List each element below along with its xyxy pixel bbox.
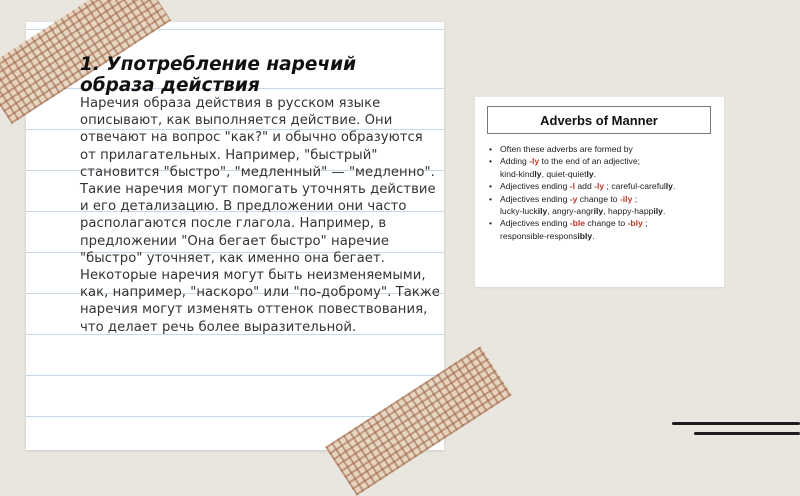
decor-line xyxy=(672,422,800,425)
bullet-icon: • xyxy=(489,218,493,229)
rule-text: change to xyxy=(585,218,628,229)
example-text: lucky-luck xyxy=(500,206,538,217)
adverbs-of-manner-card xyxy=(475,97,724,287)
suffix-highlight: -ble xyxy=(569,218,586,229)
rule-text: Adjectives ending xyxy=(500,218,570,229)
example-suffix: ily xyxy=(653,206,663,217)
list-item xyxy=(489,143,719,155)
example-text: . xyxy=(593,168,597,179)
example-suffix: ly xyxy=(586,168,594,179)
example-text: . xyxy=(592,230,595,241)
example-suffix: ibly xyxy=(577,230,593,241)
suffix-highlight: -bly xyxy=(627,218,643,229)
decorative-lines xyxy=(672,418,800,442)
list-item xyxy=(489,180,719,192)
example-text: kind-kind xyxy=(500,168,535,179)
card-title: Adverbs of Manner xyxy=(487,106,711,134)
bullet-icon: • xyxy=(489,193,493,204)
example-text: , quiet-quiet xyxy=(541,168,587,179)
list-item xyxy=(489,193,719,218)
example-text: , happy-happ xyxy=(603,206,654,217)
example-text: responsible-respons xyxy=(500,230,578,241)
rule-text: ; xyxy=(632,193,638,204)
bullet-icon: • xyxy=(489,144,493,154)
example-suffix: ly xyxy=(534,168,542,179)
rule-text: Adding xyxy=(500,156,530,167)
suffix-highlight: -l xyxy=(569,181,575,192)
list-item xyxy=(489,155,719,180)
card-rules-list xyxy=(489,143,719,242)
suffix-highlight: -ly xyxy=(529,156,540,167)
example-text: . xyxy=(672,181,676,192)
example-text: , angry-angr xyxy=(547,206,594,217)
example-suffix: ily xyxy=(593,206,604,217)
bullet-icon: • xyxy=(489,156,493,167)
rule-text: Adjectives ending xyxy=(500,193,570,204)
rule-text: change to xyxy=(577,193,620,204)
example-suffix: ily xyxy=(537,206,548,217)
list-item xyxy=(489,217,719,242)
rule-text: Adjectives ending xyxy=(500,181,570,192)
suffix-highlight: -ly xyxy=(594,181,605,192)
rule-text: ; xyxy=(642,218,648,229)
rule-text: add xyxy=(575,181,595,192)
slide-body-text: Наречия образа действия в русском языке описывают, как выполняется действие. Они отвечают на вопрос "как?" и обычно образуются от прилагательных. Например, "быстрый" становится "быстро", "медленный" — "медленно". Такие наречия могут помогать уточнять действие и его детализацию. В предложении они часто располагаются после глагола. Например, в предложении "Она бегает быстро" наречие "быстро" уточняет, как именно она бегает. Некоторые наречия могут быть неизменяемыми, как, например, "наскоро" или "по-доброму". Также наречия могут изменять оттенок повествования, что делает речь более выразительной. xyxy=(80,96,440,335)
example-suffix: ly xyxy=(665,181,673,192)
slide-title: 1. Употребление наречий образа действия xyxy=(80,54,357,96)
example-text: . xyxy=(662,206,666,217)
decor-line xyxy=(694,432,800,435)
bullet-icon: • xyxy=(489,181,493,192)
example-text: ; careful-careful xyxy=(604,181,666,192)
rule-text: to the end of an adjective; xyxy=(539,156,640,167)
suffix-highlight: -y xyxy=(569,193,578,204)
rule-text: Often these adverbs are formed by xyxy=(500,144,633,154)
suffix-highlight: -ily xyxy=(619,193,633,204)
